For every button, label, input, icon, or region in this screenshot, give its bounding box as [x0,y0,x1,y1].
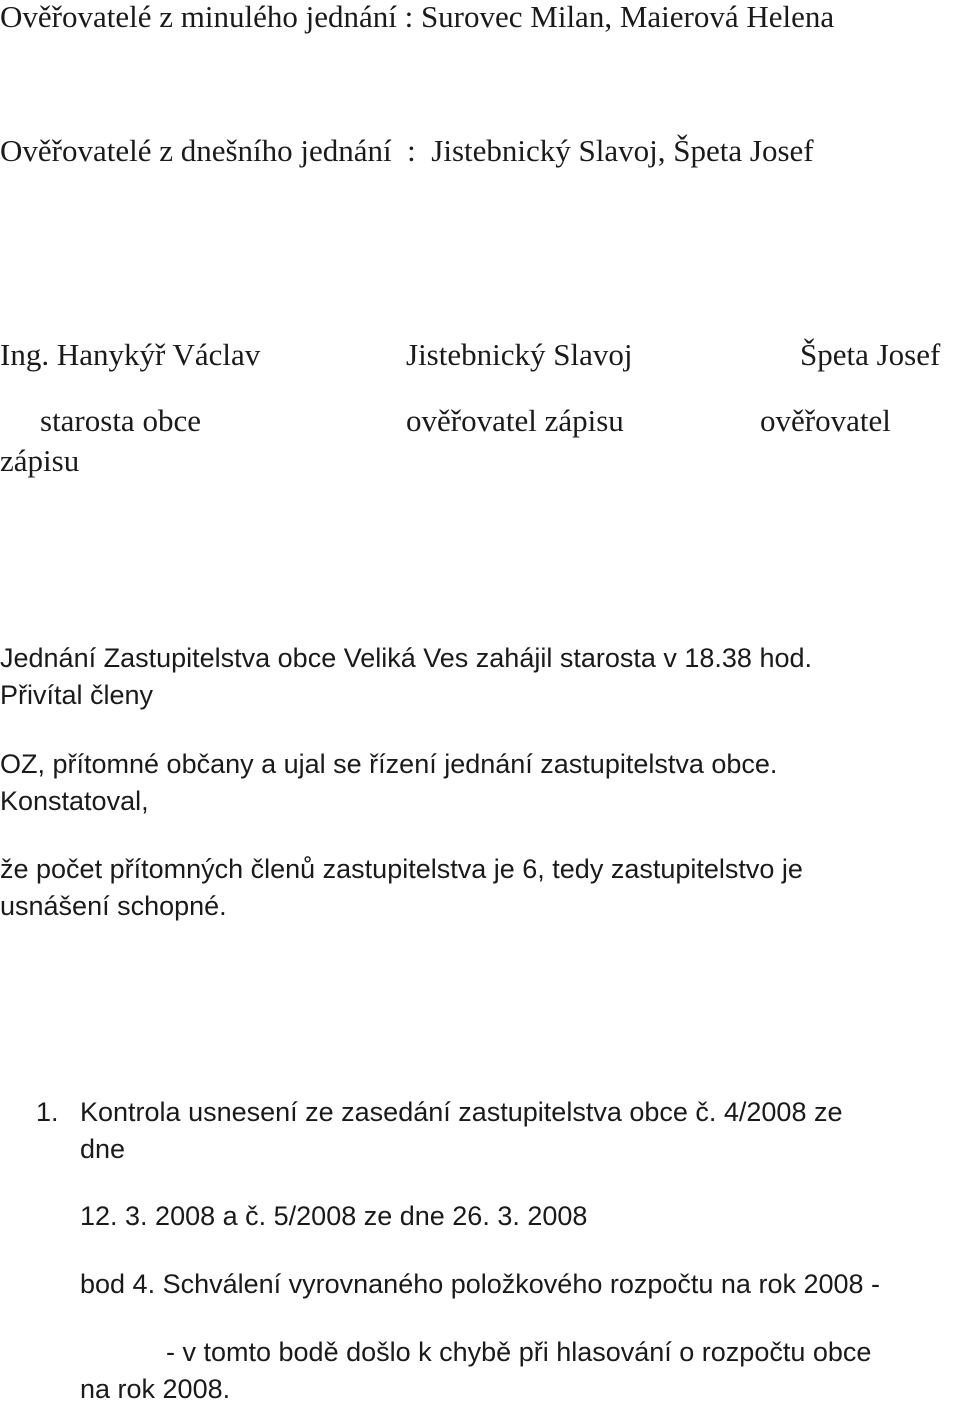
signature-name-verifier-2: Špeta Josef [800,337,941,372]
agenda-item-dates: 12. 3. 2008 a č. 5/2008 ze dne 26. 3. 2008 [80,1201,588,1231]
signature-name-mayor: Ing. Hanykýř Václav [0,337,261,372]
previous-verifiers-line [0,0,834,34]
opening-line: usnášení schopné. [0,891,227,921]
agenda-item-number: 1. [36,1097,59,1127]
today-verifiers-separator: : [407,133,416,168]
opening-line: Jednání Zastupitelstva obce Veliká Ves zahájil starosta v 18.38 hod. [0,643,813,673]
opening-line: Konstatoval, [0,786,149,816]
agenda-item-text: Kontrola usnesení ze zasedání zastupitelstva obce č. 4/2008 ze [80,1097,843,1127]
today-verifiers-label: Ověřovatelé z dnešního jednání [0,133,392,168]
signature-role-verifier-2: ověřovatel [760,403,891,438]
previous-verifiers-names: Surovec Milan, Maierová Helena [420,0,835,34]
opening-line: Přivítal členy [0,680,154,710]
signature-role-wrap: zápisu [0,443,80,478]
agenda-item-text-wrap: dne [80,1134,126,1164]
today-verifiers-names: Jistebnický Slavoj, Špeta Josef [431,133,814,168]
opening-line: OZ, přítomné občany a ujal se řízení jednání zastupitelstva obce. [0,749,778,779]
signature-role-mayor: starosta obce [40,403,201,438]
signature-name-verifier-1: Jistebnický Slavoj [406,337,633,372]
signature-role-verifier-1: ověřovatel zápisu [406,403,624,438]
agenda-item-error-note: - v tomto bodě došlo k chybě při hlasování o rozpočtu obce [166,1337,872,1367]
previous-verifiers-label: Ověřovatelé z minulého jednání : [0,0,414,34]
today-verifiers-line [0,134,814,168]
agenda-item-error-note-wrap: na rok 2008. [80,1374,231,1404]
opening-line: že počet přítomných členů zastupitelstva je 6, tedy zastupitelstvo je [0,854,803,884]
agenda-item-bod: bod 4. Schválení vyrovnaného položkového rozpočtu na rok 2008 - [80,1269,881,1299]
